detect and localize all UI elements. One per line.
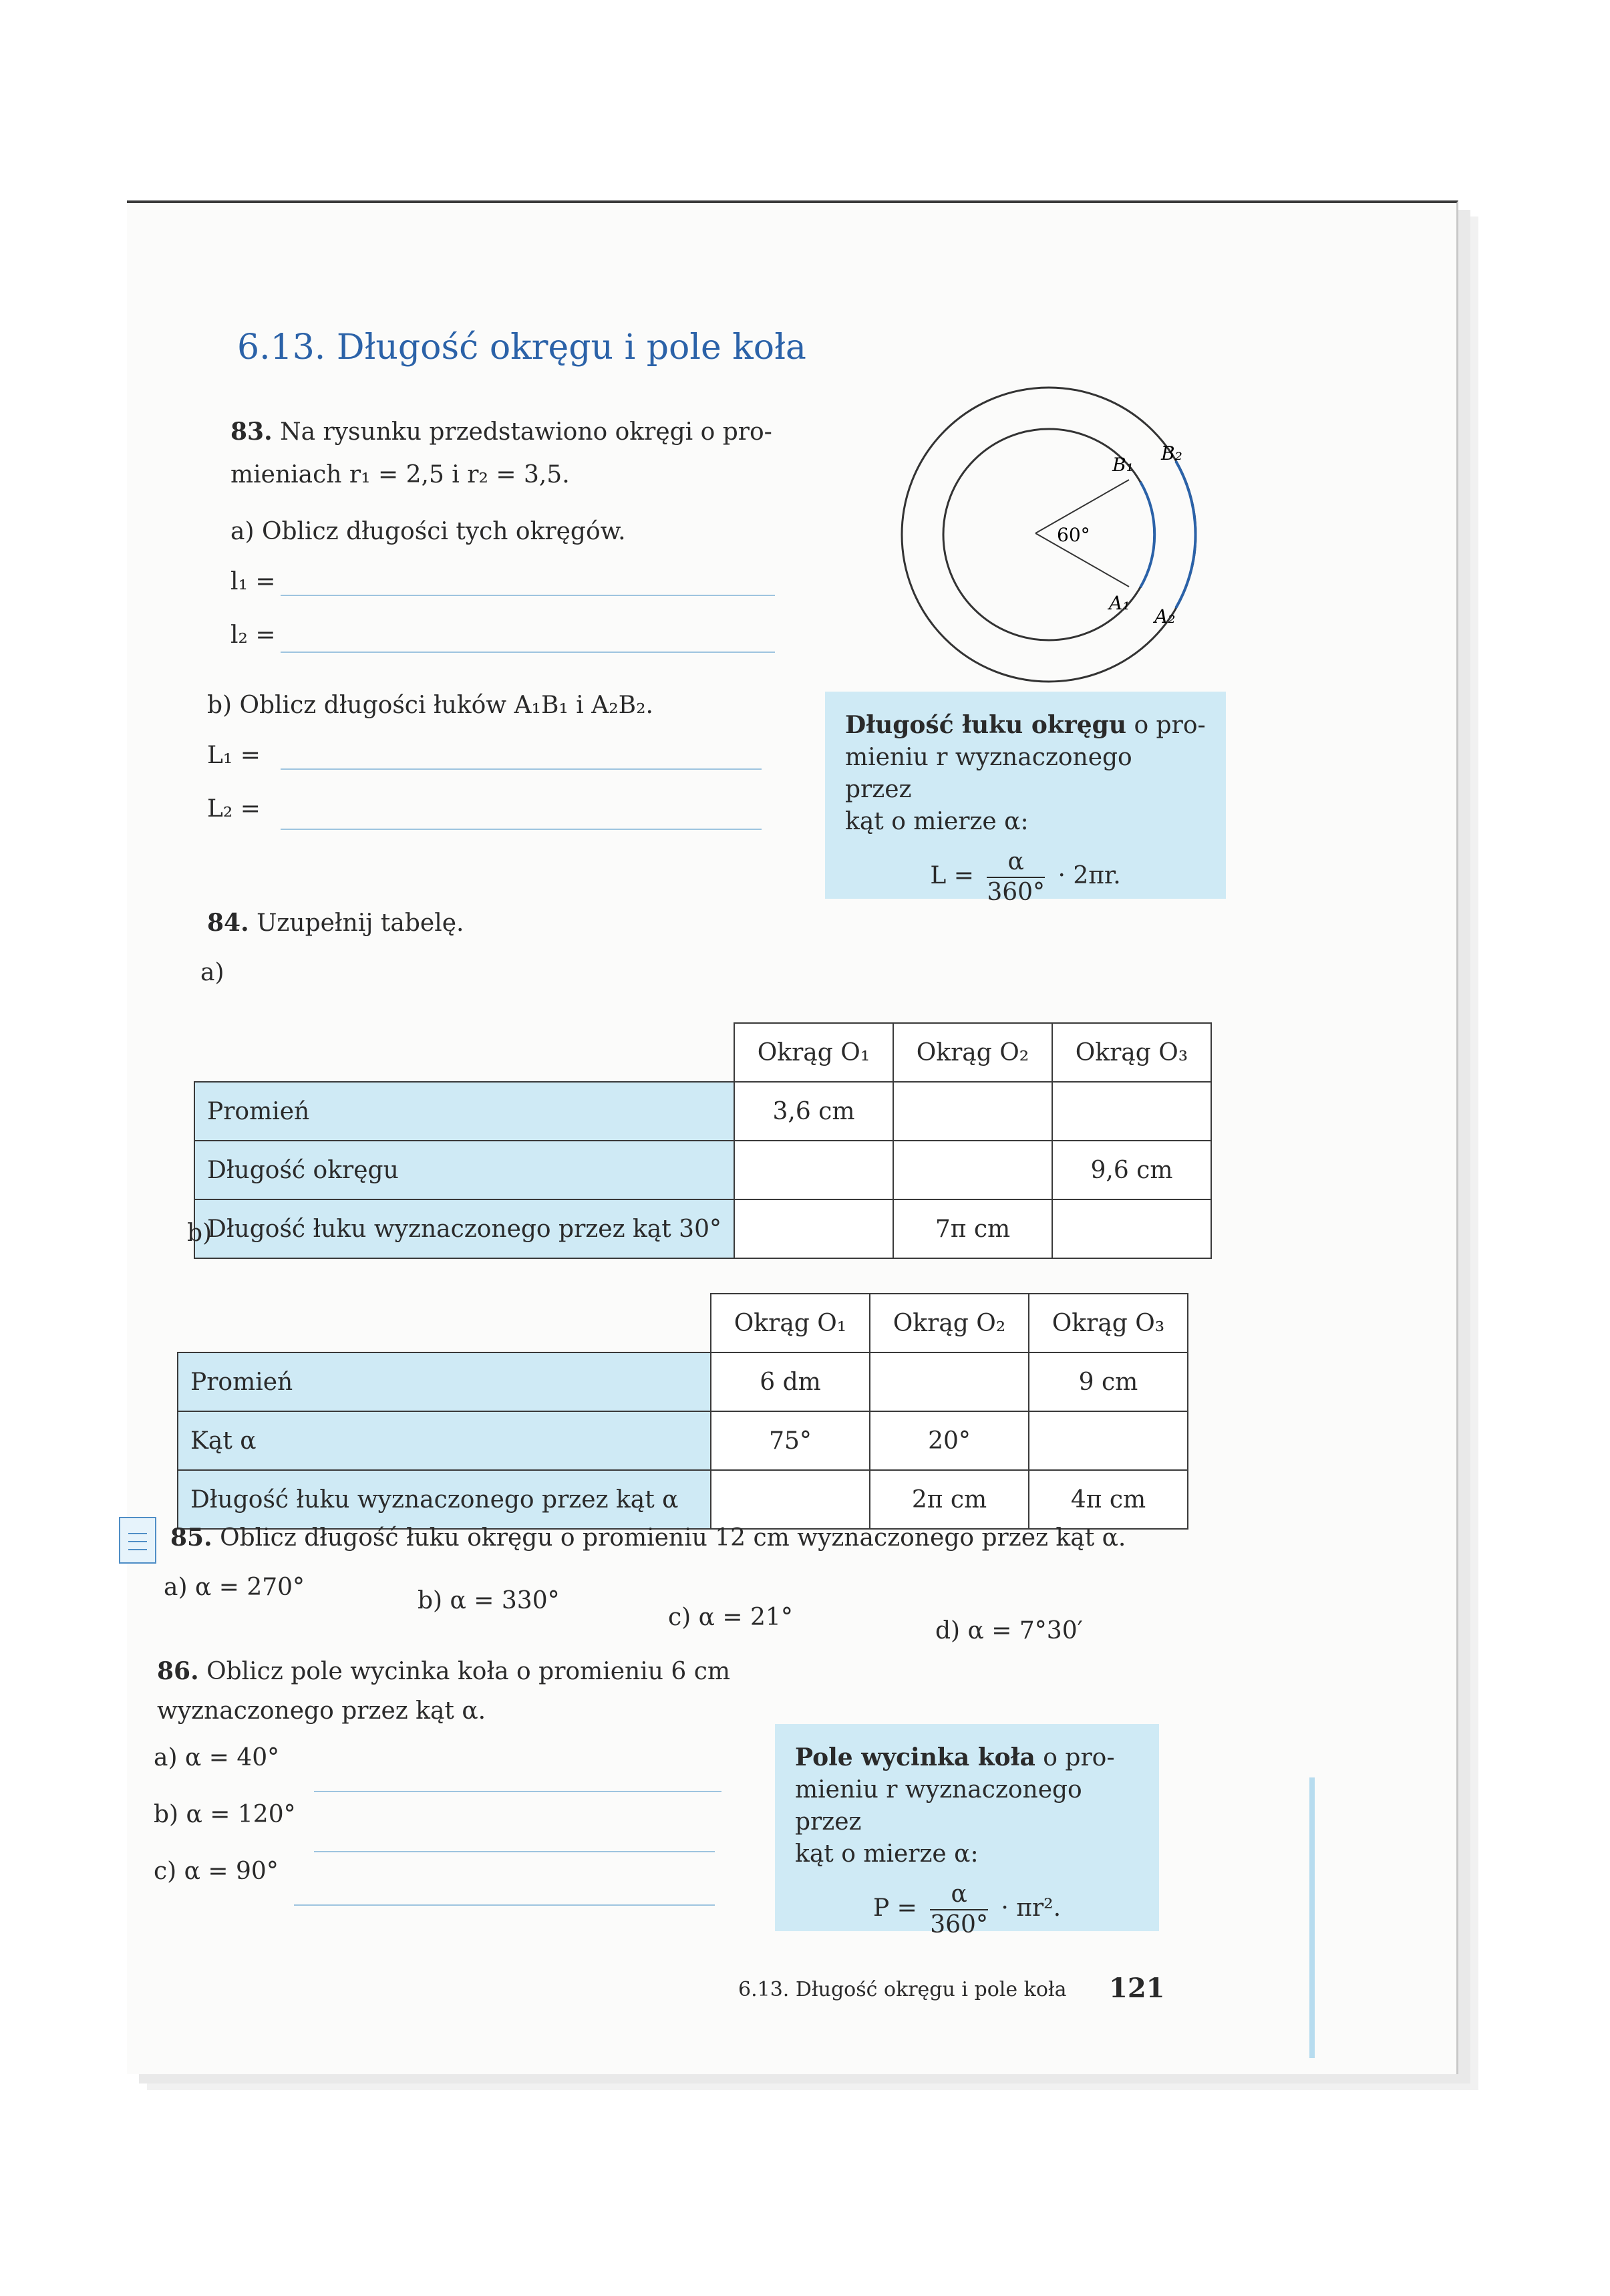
page-edge-stripe [1309, 1777, 1315, 2058]
arc-length-info-box [825, 692, 1226, 906]
arc-box-bold: Długość łuku okręgu [845, 711, 1126, 739]
ex83-number: 83. [230, 418, 273, 446]
angle-label: 60° [1057, 524, 1090, 546]
sector-formula-numerator: α [930, 1880, 988, 1910]
table-b-header-3: Okrąg O₃ [1029, 1294, 1188, 1352]
table-a-cell[interactable] [734, 1199, 893, 1258]
table-a-cell[interactable]: 3,6 cm [734, 1082, 893, 1141]
table-b-header-1: Okrąg O₁ [711, 1294, 870, 1352]
table-a-header-3: Okrąg O₃ [1052, 1023, 1211, 1082]
concentric-circles-figure [882, 381, 1229, 688]
ex86-text-line2: wyznaczonego przez kąt α. [157, 1697, 486, 1725]
ex85-b: b) α = 330° [418, 1587, 560, 1614]
ex84-b-label: b) [187, 1219, 212, 1247]
table-row [194, 1141, 1211, 1199]
table-a-header-row [194, 1023, 1211, 1082]
sector-formula-fraction [930, 1880, 988, 1940]
ex83-part-b: b) Oblicz długości łuków A₁B₁ i A₂B₂. [207, 692, 653, 719]
sector-area-formula [795, 1880, 1139, 1940]
ex84-text: Uzupełnij tabelę. [257, 909, 464, 937]
sector-formula-lhs: P = [872, 1894, 917, 1922]
table-a [194, 1022, 1212, 1259]
table-row [194, 1082, 1211, 1141]
sector-box-bold: Pole wycinka koła [795, 1743, 1035, 1771]
table-b-cell[interactable] [870, 1352, 1029, 1411]
ex83-L2-label: L₂ = [207, 795, 261, 823]
table-row [178, 1470, 1188, 1529]
ex83-text-line1: Na rysunku przedstawiono okręgi o pro- [280, 418, 772, 446]
ex86-b: b) α = 120° [154, 1801, 296, 1828]
table-a-row-3-label: Długość łuku wyznaczonego przez kąt 30° [194, 1199, 734, 1258]
table-b-cell[interactable]: 9 cm [1029, 1352, 1188, 1411]
notebook-icon [119, 1517, 156, 1564]
sector-area-info-box [775, 1724, 1159, 1939]
point-B2: B₂ [1161, 442, 1182, 464]
table-a-header-1: Okrąg O₁ [734, 1023, 893, 1082]
sector-box-line3: kąt o mierze α: [795, 1840, 979, 1868]
ex83-part-a: a) Oblicz długości tych okręgów. [230, 518, 626, 545]
table-b-row-2-label: Kąt α [178, 1411, 711, 1470]
outer-circle [902, 388, 1196, 682]
arc-box-line3: kąt o mierze α: [845, 808, 1029, 835]
ex85-line [170, 1524, 1126, 1552]
table-a-header-2: Okrąg O₂ [893, 1023, 1052, 1082]
sector-formula-denominator: 360° [930, 1911, 988, 1939]
table-a-cell[interactable] [1052, 1199, 1211, 1258]
ex86-a: a) α = 40° [154, 1744, 280, 1771]
ex86-c-answer-line[interactable] [294, 1904, 715, 1906]
arc-formula-rhs: · 2πr. [1058, 862, 1121, 889]
table-a-cell[interactable] [1052, 1082, 1211, 1141]
table-row [194, 1199, 1211, 1258]
ex85-a: a) α = 270° [164, 1574, 305, 1601]
table-b-cell[interactable]: 4π cm [1029, 1470, 1188, 1529]
arc-A1B1 [1140, 482, 1154, 587]
table-b-cell[interactable]: 6 dm [711, 1352, 870, 1411]
table-b-cell[interactable]: 75° [711, 1411, 870, 1470]
ex83-l2-answer-line[interactable] [281, 652, 775, 653]
table-a-row-1-label: Promień [194, 1082, 734, 1141]
ex85-c: c) α = 21° [668, 1604, 793, 1631]
running-footer-title: 6.13. Długość okręgu i pole koła [738, 1978, 1067, 2001]
table-b-row-3-label: Długość łuku wyznaczonego przez kąt α [178, 1470, 711, 1529]
table-a-cell[interactable] [893, 1141, 1052, 1199]
point-A1: A₁ [1109, 592, 1130, 614]
point-B1: B₁ [1112, 454, 1134, 476]
arc-A2B2 [1176, 461, 1195, 608]
arc-formula-lhs: L = [930, 862, 974, 889]
table-a-cell[interactable]: 9,6 cm [1052, 1141, 1211, 1199]
table-b-cell[interactable]: 20° [870, 1411, 1029, 1470]
table-row [178, 1352, 1188, 1411]
arc-box-rest1: o pro- [1126, 712, 1206, 739]
ex86-number: 86. [157, 1657, 199, 1685]
point-A2: A₂ [1154, 605, 1176, 627]
page-number: 121 [1109, 1973, 1165, 2004]
table-a-cell[interactable]: 7π cm [893, 1199, 1052, 1258]
ex83-line1 [230, 418, 772, 446]
ex86-c: c) α = 90° [154, 1858, 279, 1885]
table-a-row-2-label: Długość okręgu [194, 1141, 734, 1199]
ex86-b-answer-line[interactable] [314, 1851, 715, 1852]
ex85-text: Oblicz długość łuku okręgu o promieniu 12 cm wyznaczonego przez kąt α. [220, 1524, 1126, 1552]
arc-formula-numerator: α [987, 847, 1045, 878]
table-b-row-1-label: Promień [178, 1352, 711, 1411]
arc-length-formula [845, 847, 1206, 907]
arc-formula-fraction [987, 847, 1045, 907]
table-a-cell[interactable] [734, 1141, 893, 1199]
sector-box-line2: mieniu r wyznaczonego przez [795, 1776, 1082, 1836]
table-row [178, 1411, 1188, 1470]
table-b-cell[interactable]: 2π cm [870, 1470, 1029, 1529]
ex84-a-label: a) [200, 959, 224, 986]
table-a-cell[interactable] [893, 1082, 1052, 1141]
table-b [177, 1293, 1188, 1530]
ex85-d: d) α = 7°30′ [935, 1617, 1083, 1644]
table-b-header-2: Okrąg O₂ [870, 1294, 1029, 1352]
ex83-l2-label: l₂ = [230, 621, 276, 649]
table-b-cell[interactable] [711, 1470, 870, 1529]
section-title: 6.13. Długość okręgu i pole koła [237, 327, 806, 368]
ex83-L2-answer-line[interactable] [281, 829, 762, 830]
ex83-l1-label: l₁ = [230, 568, 276, 595]
arc-formula-denominator: 360° [987, 879, 1045, 906]
ex83-text-line2: mieniach r₁ = 2,5 i r₂ = 3,5. [230, 461, 570, 488]
ex84-number: 84. [207, 909, 249, 937]
table-b-header-row [178, 1294, 1188, 1352]
ex86-a-answer-line[interactable] [314, 1791, 721, 1792]
ex86-text-line1: Oblicz pole wycinka koła o promieniu 6 cm [206, 1658, 731, 1685]
sector-formula-rhs: · πr². [1001, 1894, 1062, 1922]
table-b-cell[interactable] [1029, 1411, 1188, 1470]
arc-box-line2: mieniu r wyznaczonego przez [845, 744, 1132, 803]
sector-box-rest1: o pro- [1035, 1744, 1115, 1771]
ex83-L1-answer-line[interactable] [281, 768, 762, 770]
ex83-L1-label: L₁ = [207, 742, 261, 769]
ex84-line [207, 909, 464, 937]
ex83-l1-answer-line[interactable] [281, 595, 775, 596]
ex85-number: 85. [170, 1524, 212, 1552]
ex86-line1 [157, 1657, 730, 1685]
